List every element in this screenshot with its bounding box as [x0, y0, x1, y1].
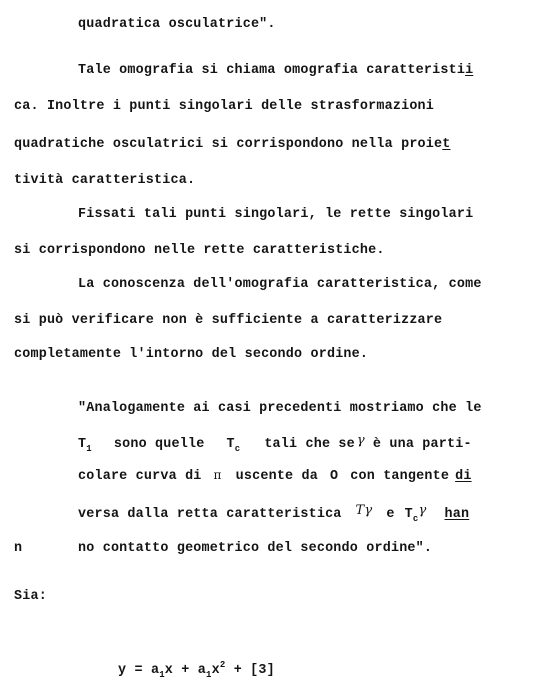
- underlined-text: t: [442, 137, 451, 152]
- text-segment: Sia:: [14, 589, 47, 604]
- sia-label: [14, 588, 47, 606]
- text-line: [14, 346, 368, 364]
- equation-part: x + a: [164, 663, 206, 678]
- quote-line: [78, 540, 432, 558]
- text-segment: sono quelle: [113, 437, 205, 452]
- text-segment: quadratica osculatrice".: [78, 17, 276, 32]
- text-line: [78, 276, 482, 294]
- text-segment: si può verificare non è sufficiente a caratterizzare: [14, 313, 443, 328]
- text-segment: n: [14, 541, 23, 556]
- text-segment: tali che se: [264, 437, 355, 452]
- math-symbol: T: [404, 507, 413, 522]
- equation-part: x: [211, 663, 220, 678]
- math-symbol: T: [226, 437, 235, 452]
- text-segment: è una parti-: [372, 437, 472, 452]
- text-segment: Fissati tali punti singolari, le rette singolari: [78, 207, 474, 222]
- text-segment: si corrispondono nelle rette caratteristiche.: [14, 243, 385, 258]
- text-segment: e: [386, 507, 395, 522]
- underlined-text: han: [444, 507, 470, 522]
- subscript: 1: [86, 444, 92, 454]
- text-segment: quadratiche osculatrici si corrispondono nella proie: [14, 137, 443, 152]
- math-symbol: T: [78, 437, 87, 452]
- subscript: 1: [159, 670, 165, 680]
- text-segment: completamente l'intorno del secondo ordine.: [14, 347, 369, 362]
- math-symbol: O: [330, 469, 339, 484]
- text-line: [14, 98, 434, 116]
- subscript: 1: [205, 670, 212, 680]
- math-symbol: γ: [356, 433, 365, 448]
- text-segment: ca. Inoltre i punti singolari delle strasformazioni: [14, 99, 435, 114]
- math-symbol: π: [213, 468, 222, 482]
- quote-line: [78, 502, 469, 528]
- text-line: [14, 312, 442, 330]
- subscript: c: [234, 444, 241, 454]
- math-symbol: Tγ: [355, 503, 373, 518]
- text-line: [78, 206, 473, 224]
- equation-part: y = a: [118, 663, 160, 678]
- equation: [118, 656, 275, 684]
- text-line: [14, 172, 195, 190]
- text-segment: Tale omografia si chiama omografia caratteristi: [78, 63, 466, 78]
- superscript: 2: [219, 660, 226, 670]
- text-segment: tività caratteristica.: [14, 173, 196, 188]
- text-segment: colare curva di: [78, 469, 202, 484]
- quote-line: [78, 400, 482, 418]
- text-segment: uscente da: [235, 469, 318, 484]
- quote-line: [78, 432, 472, 458]
- text-line: [78, 16, 276, 34]
- text-segment: La conoscenza dell'omografia caratteristica, come: [78, 277, 482, 292]
- equation-part: + [3]: [225, 663, 275, 678]
- quote-line: [78, 466, 472, 486]
- underlined-text: di: [455, 469, 472, 484]
- text-segment: con tangente: [350, 469, 450, 484]
- subscript: c: [412, 514, 419, 524]
- text-segment: no contatto geometrico del secondo ordine".: [78, 541, 433, 556]
- math-symbol: γ: [418, 503, 427, 518]
- text-line: [14, 136, 451, 154]
- text-line: [14, 242, 385, 260]
- text-segment: versa dalla retta caratteristica: [78, 507, 342, 522]
- text-line: [78, 62, 473, 80]
- underlined-text: i: [465, 63, 474, 78]
- margin-mark: [14, 540, 22, 558]
- text-segment: "Analogamente ai casi precedenti mostriamo che le: [78, 401, 482, 416]
